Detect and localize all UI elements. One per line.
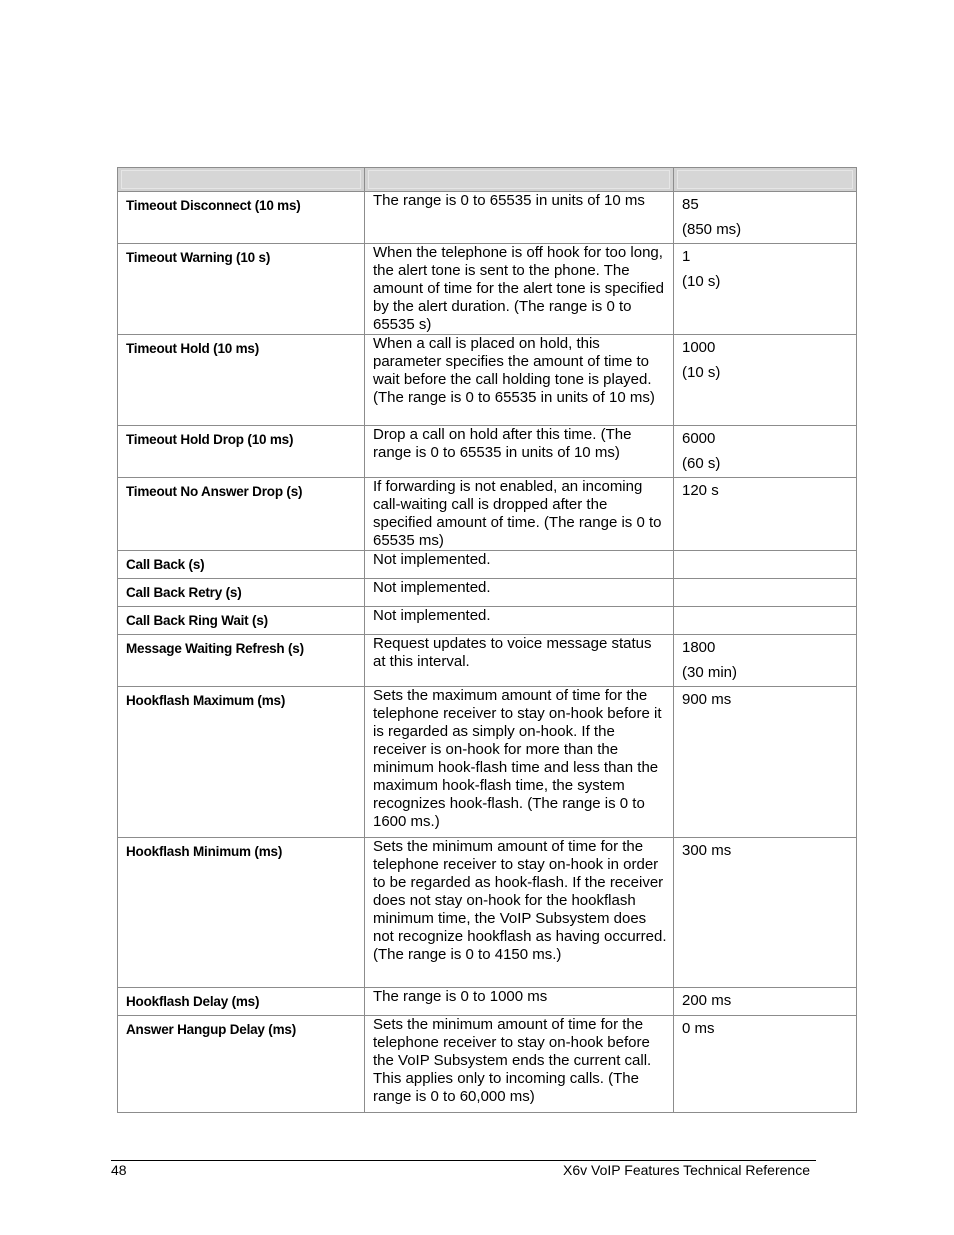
parameter-description-cell: Sets the maximum amount of time for the telephone receiver to stay on-hook before it is regarded as simply on-hook. If the receiver is on-hook for more than the minimum hook-flash time and less than the maximum hook-flash time, the system recognizes hook-flash. (The range is 0 to 1600 ms.) xyxy=(365,687,674,838)
parameter-name-cell: Answer Hangup Delay (ms) xyxy=(118,1016,365,1113)
table-row xyxy=(118,244,857,335)
parameter-default-cell xyxy=(674,1016,857,1113)
default-value-line: 300 ms xyxy=(682,842,732,859)
header-cell-parameter xyxy=(118,168,365,192)
parameter-description-cell: When the telephone is off hook for too long, the alert tone is sent to the phone. The amount of time for the alert tone is specified by the alert duration. (The range is 0 to 65535 s) xyxy=(365,244,674,335)
parameter-name-cell: Timeout Warning (10 s) xyxy=(118,244,365,335)
default-value-line: 900 ms xyxy=(682,691,732,708)
default-value-line: 1800 xyxy=(682,639,716,656)
parameter-name-cell: Message Waiting Refresh (s) xyxy=(118,635,365,687)
table-row xyxy=(118,1016,857,1113)
parameter-description-cell: When a call is placed on hold, this parameter specifies the amount of time to wait before the call holding tone is played. (The range is 0 to 65535 in units of 10 ms) xyxy=(365,335,674,426)
table-row xyxy=(118,192,857,244)
parameter-default-cell xyxy=(674,579,857,607)
parameter-default-cell xyxy=(674,607,857,635)
parameter-description-cell: Drop a call on hold after this time. (The range is 0 to 65535 in units of 10 ms) xyxy=(365,426,674,478)
parameter-description-cell: Sets the minimum amount of time for the telephone receiver to stay on-hook in order to be regarded as hook-flash. If the receiver does not stay on-hook for the hookflash minimum time, the VoIP Subsystem does not recognize hookflash as having occurred. (The range is 0 to 4150 ms.) xyxy=(365,838,674,988)
table-row xyxy=(118,988,857,1016)
default-value-line: (10 s) xyxy=(682,363,721,381)
parameter-default-cell xyxy=(674,335,857,426)
parameter-name-cell: Hookflash Delay (ms) xyxy=(118,988,365,1016)
parameter-name-cell: Call Back Ring Wait (s) xyxy=(118,607,365,635)
parameter-default-cell xyxy=(674,426,857,478)
parameter-name-cell: Timeout Hold (10 ms) xyxy=(118,335,365,426)
table-row xyxy=(118,607,857,635)
parameter-description-cell: Request updates to voice message status at this interval. xyxy=(365,635,674,687)
default-value-line: (60 s) xyxy=(682,454,721,472)
parameter-name-cell: Timeout Disconnect (10 ms) xyxy=(118,192,365,244)
table-row xyxy=(118,579,857,607)
table-row xyxy=(118,335,857,426)
parameter-name-cell: Timeout Hold Drop (10 ms) xyxy=(118,426,365,478)
parameter-description-cell: Not implemented. xyxy=(365,551,674,579)
parameter-table xyxy=(117,167,857,1113)
default-value-line: 85 xyxy=(682,196,699,213)
parameter-default-cell xyxy=(674,635,857,687)
parameter-description-cell: Not implemented. xyxy=(365,579,674,607)
default-value-line: 0 ms xyxy=(682,1020,715,1037)
table-row xyxy=(118,426,857,478)
parameter-description-cell: The range is 0 to 1000 ms xyxy=(365,988,674,1016)
table-row xyxy=(118,551,857,579)
table-row xyxy=(118,478,857,551)
table-row xyxy=(118,635,857,687)
parameter-default-cell xyxy=(674,478,857,551)
table-header-row xyxy=(118,168,857,192)
parameter-default-cell xyxy=(674,244,857,335)
footer-document-title: X6v VoIP Features Technical Reference xyxy=(563,1162,810,1178)
header-cell-description xyxy=(365,168,674,192)
default-value-line: 200 ms xyxy=(682,992,732,1009)
default-value-line: (10 s) xyxy=(682,272,721,290)
table-body xyxy=(118,168,857,1113)
parameter-description-cell: If forwarding is not enabled, an incoming call-waiting call is dropped after the specified amount of time. (The range is 0 to 65535 ms) xyxy=(365,478,674,551)
table-row xyxy=(118,838,857,988)
parameter-name-cell: Call Back (s) xyxy=(118,551,365,579)
parameter-default-cell xyxy=(674,192,857,244)
parameter-name-cell: Timeout No Answer Drop (s) xyxy=(118,478,365,551)
default-value-line: 6000 xyxy=(682,430,716,447)
parameter-default-cell xyxy=(674,838,857,988)
parameter-default-cell xyxy=(674,551,857,579)
parameter-description-cell: Sets the minimum amount of time for the telephone receiver to stay on-hook before the VoIP Subsystem ends the current call. This applies only to incoming calls. (The range is 0 to 60,000 ms) xyxy=(365,1016,674,1113)
table-row xyxy=(118,687,857,838)
footer-page-number: 48 xyxy=(111,1162,127,1178)
default-value-line: (30 min) xyxy=(682,663,738,681)
default-value-line: 120 s xyxy=(682,482,719,499)
parameter-default-cell xyxy=(674,687,857,838)
default-value-line: 1000 xyxy=(682,339,716,356)
default-value-line: 1 xyxy=(682,248,691,265)
parameter-description-cell: Not implemented. xyxy=(365,607,674,635)
header-cell-default xyxy=(674,168,857,192)
parameter-default-cell xyxy=(674,988,857,1016)
footer-divider xyxy=(111,1160,816,1161)
parameter-name-cell: Hookflash Minimum (ms) xyxy=(118,838,365,988)
parameter-description-cell: The range is 0 to 65535 in units of 10 ms xyxy=(365,192,674,244)
parameter-name-cell: Hookflash Maximum (ms) xyxy=(118,687,365,838)
parameter-name-cell: Call Back Retry (s) xyxy=(118,579,365,607)
default-value-line: (850 ms) xyxy=(682,220,742,238)
